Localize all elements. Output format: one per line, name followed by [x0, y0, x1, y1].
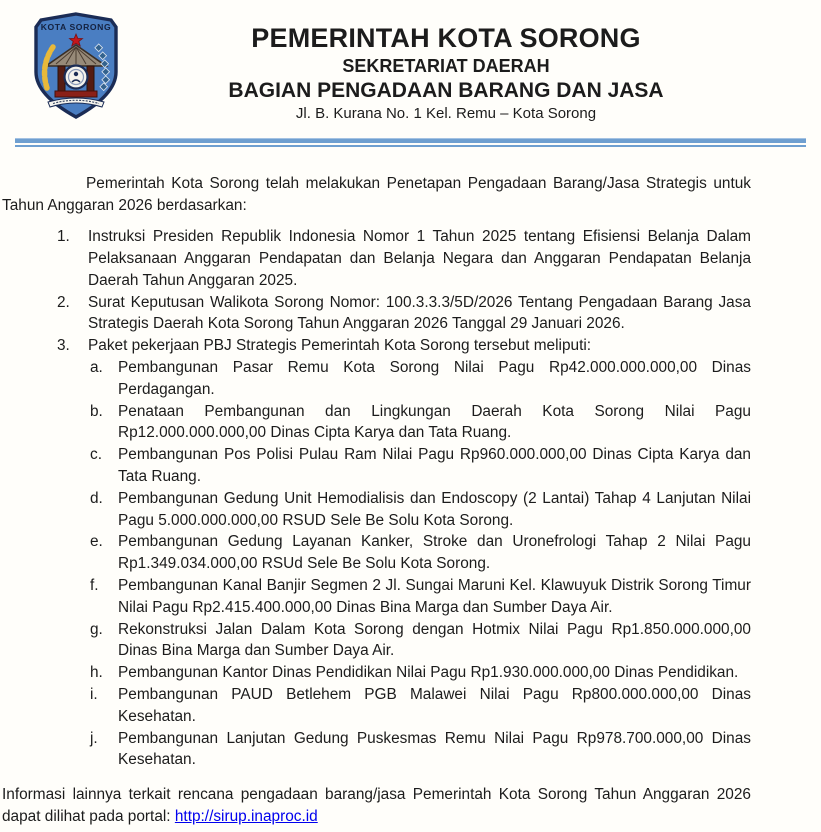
- lettered-item: [2, 575, 751, 619]
- item-text: Pembangunan Kantor Dinas Pendidikan Nilai Pagu Rp1.930.000.000,00 Dinas Pendidikan.: [118, 664, 739, 682]
- item-marker: h.: [90, 664, 103, 682]
- lettered-item: [2, 728, 751, 772]
- item-marker: c.: [90, 446, 102, 464]
- logo-base: [55, 91, 97, 97]
- item-text: Paket pekerjaan PBJ Strategis Pemerintah Kota Sorong tersebut meliputi:: [88, 337, 592, 355]
- footer-text: Informasi lainnya terkait rencana pengadaan barang/jasa Pemerintah Kota Sorong Tahun Anggaran 2026 dapat dilihat pada portal:: [2, 786, 751, 826]
- item-text: Penataan Pembangunan dan Lingkungan Daerah Kota Sorong Nilai Pagu Rp12.000.000.000,00 Dinas Cipta Karya dan Tata Ruang.: [118, 402, 751, 442]
- sirup-portal-link[interactable]: http://sirup.inaproc.id: [174, 808, 318, 826]
- lettered-item: [2, 531, 751, 575]
- item-text: Pembangunan Gedung Unit Hemodialisis dan Endoscopy (2 Lantai) Tahap 4 Lanjutan Nilai Pagu 5.000.000.000,00 RSUD Sele Be Solu Kota Sorong.: [118, 489, 751, 529]
- intro-paragraph: Pemerintah Kota Sorong telah melakukan Penetapan Pengadaan Barang/Jasa Strategis untuk Tahun Anggaran 2026 berdasarkan:: [2, 174, 751, 214]
- item-marker: e.: [90, 533, 103, 551]
- item-text: Pembangunan PAUD Betlehem PGB Malawei Nilai Pagu Rp800.000.000,00 Dinas Kesehatan.: [118, 686, 751, 725]
- item-marker: j.: [90, 729, 98, 747]
- item-marker: i.: [90, 686, 98, 704]
- lettered-item: [2, 619, 751, 663]
- numbered-list: [2, 226, 751, 771]
- item-marker: 2.: [57, 293, 70, 311]
- lettered-item: [2, 488, 751, 532]
- item-marker: a.: [90, 359, 103, 377]
- item-text: Surat Keputusan Walikota Sorong Nomor: 100.3.3.3/5D/2026 Tentang Pengadaan Barang Jasa Strategis Daerah Kota Sorong Tahun Anggaran 2026 Tanggal 29 Januari 2026.: [88, 293, 751, 333]
- lettered-item: [2, 684, 751, 728]
- item-text: Pembangunan Pasar Remu Kota Sorong Nilai Pagu Rp42.000.000.000,00 Dinas Perdagangan.: [118, 359, 751, 398]
- gov-department: BAGIAN PENGADAAN BARANG DAN JASA: [228, 79, 664, 103]
- letterhead-text: [122, 23, 770, 123]
- item-marker: g.: [90, 620, 103, 638]
- numbered-item: [2, 226, 751, 291]
- item-marker: 1.: [57, 228, 70, 246]
- divider-thin-line: [15, 145, 806, 147]
- item-text: Instruksi Presiden Republik Indonesia Nomor 1 Tahun 2025 tentang Efisiensi Belanja Dalam Pelaksanaan Anggaran Pendapatan dan Belanja Negara dan Anggaran Pendapatan Belanja Daerah Tahun Anggaran 2025.: [88, 228, 751, 289]
- item-marker: b.: [90, 402, 103, 420]
- item-text: Pembangunan Pos Polisi Pulau Ram Nilai Pagu Rp960.000.000,00 Dinas Cipta Karya dan Tata Ruang.: [118, 446, 751, 486]
- item-text: Pembangunan Kanal Banjir Segmen 2 Jl. Sungai Maruni Kel. Klawuyuk Distrik Sorong Timur Nilai Pagu Rp2.415.400.000,00 Dinas Bina Marga dan Sumber Daya Air.: [118, 577, 751, 616]
- numbered-item: [2, 335, 751, 357]
- footer-paragraph: [2, 784, 751, 828]
- item-marker: 3.: [57, 337, 70, 355]
- letterhead-divider: [15, 138, 806, 147]
- gov-address: Jl. B. Kurana No. 1 Kel. Remu – Kota Sorong: [295, 104, 597, 122]
- lettered-item: [2, 401, 751, 445]
- numbered-item: [2, 292, 751, 336]
- lettered-item: [2, 357, 751, 401]
- lettered-item: [2, 662, 751, 684]
- item-text: Rekonstruksi Jalan Dalam Kota Sorong dengan Hotmix Nilai Pagu Rp1.850.000.000,00 Dinas Bina Marga dan Sumber Daya Air.: [118, 620, 751, 660]
- gov-title: PEMERINTAH KOTA SORONG: [251, 23, 641, 53]
- gov-subtitle: SEKRETARIAT DAERAH: [342, 56, 550, 77]
- letterhead: [0, 0, 821, 123]
- item-marker: f.: [90, 577, 99, 595]
- lettered-list: [2, 357, 751, 771]
- kota-sorong-logo: [30, 12, 122, 120]
- logo-banner-text: KOTA SORONG: [40, 22, 112, 32]
- letter-body: [2, 173, 751, 828]
- item-marker: d.: [90, 489, 103, 507]
- lettered-item: [2, 444, 751, 488]
- item-text: Pembangunan Gedung Layanan Kanker, Stroke dan Uronefrologi Tahap 2 Nilai Pagu Rp1.349.034.000,00 RSUd Sele Be Solu Kota Sorong.: [118, 533, 751, 573]
- item-text: Pembangunan Lanjutan Gedung Puskesmas Remu Nilai Pagu Rp978.700.000,00 Dinas Kesehatan.: [118, 729, 751, 769]
